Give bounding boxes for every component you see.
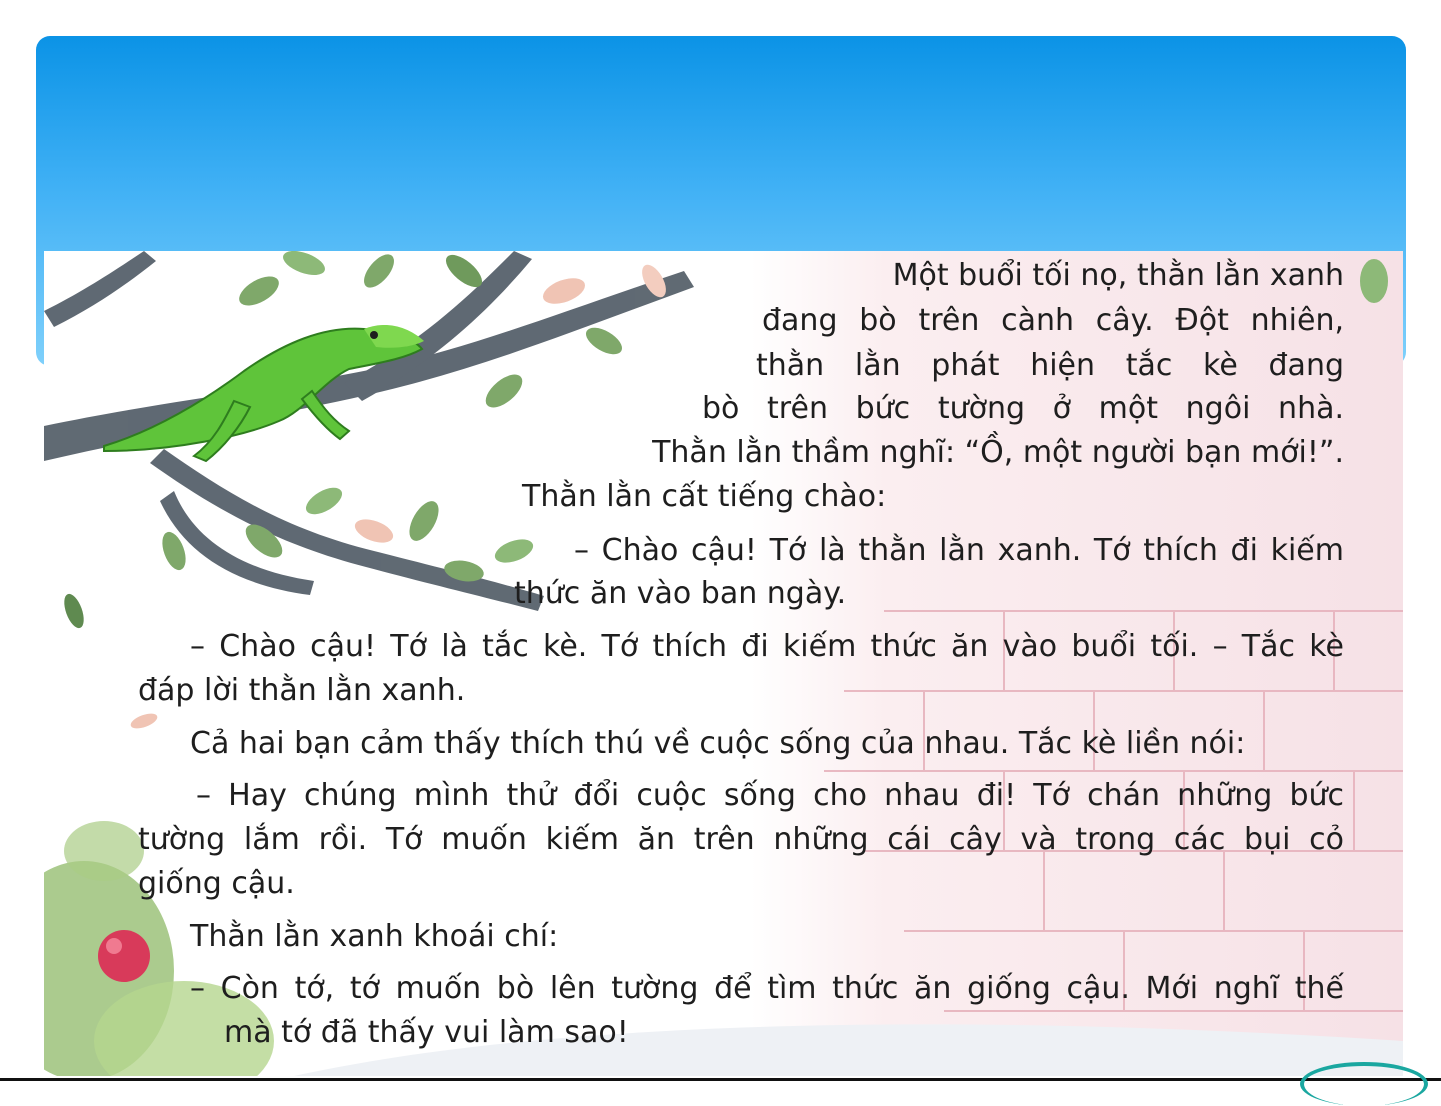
story-line: đáp lời thằn lằn xanh. <box>138 673 466 708</box>
story-line: – Chào cậu! Tớ là thằn lằn xanh. Tớ thích đi kiếm <box>574 533 1344 568</box>
story-line: thức ăn vào ban ngày. <box>514 576 847 611</box>
story-line: bò trên bức tường ở một ngôi nhà. <box>702 391 1344 426</box>
story-line: tường lắm rồi. Tớ muốn kiếm ăn trên những cái cây và trong các bụi cỏ <box>138 822 1344 857</box>
story-panel <box>44 251 1403 1076</box>
story-text <box>44 251 1403 1076</box>
story-line: đang bò trên cành cây. Đột nhiên, <box>762 303 1344 338</box>
story-line: mà tớ đã thấy vui làm sao! <box>224 1015 629 1050</box>
story-line: – Chào cậu! Tớ là tắc kè. Tớ thích đi kiếm thức ăn vào buổi tối. – Tắc kè <box>190 629 1344 664</box>
corner-badge-icon <box>1300 1062 1428 1106</box>
story-line: Thằn lằn xanh khoái chí: <box>190 919 559 954</box>
story-line: Cả hai bạn cảm thấy thích thú về cuộc sống của nhau. Tắc kè liền nói: <box>190 726 1246 761</box>
story-line: – Hay chúng mình thử đổi cuộc sống cho nhau đi! Tớ chán những bức <box>196 778 1344 813</box>
story-line: giống cậu. <box>138 866 295 901</box>
story-line: Một buổi tối nọ, thằn lằn xanh <box>892 258 1344 293</box>
story-line: thằn lằn phát hiện tắc kè đang <box>756 348 1344 383</box>
story-line: Thằn lằn thầm nghĩ: “Ồ, một người bạn mới!”. <box>652 435 1344 470</box>
story-line: Thằn lằn cất tiếng chào: <box>522 479 887 514</box>
story-line: – Còn tớ, tớ muốn bò lên tường để tìm thức ăn giống cậu. Mới nghĩ thế <box>190 971 1344 1006</box>
